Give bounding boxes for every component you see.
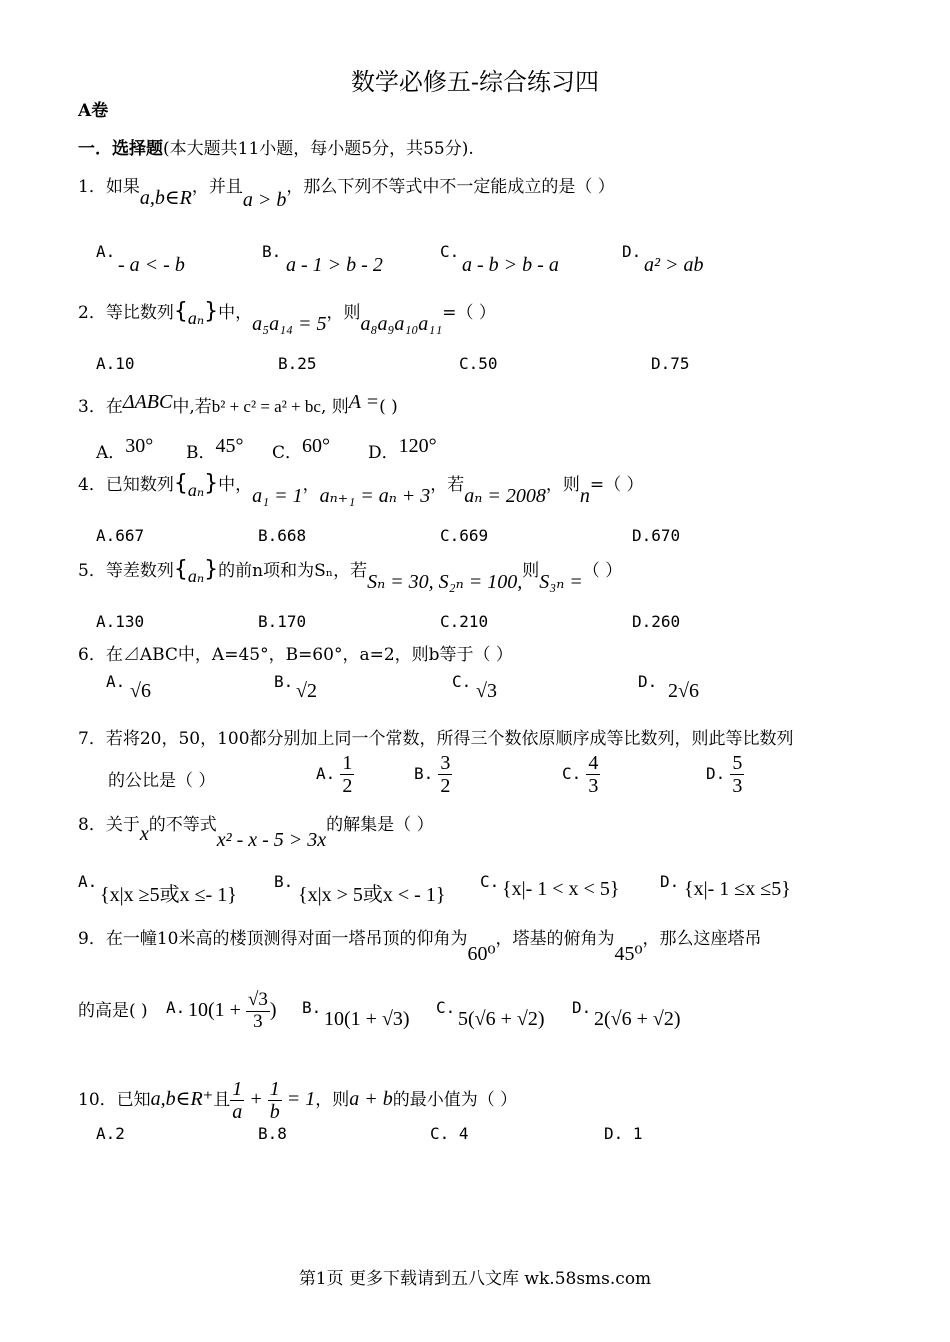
option-expression: √3	[476, 680, 497, 702]
option-4d	[632, 526, 680, 545]
math-expression: aₙ = 2008	[464, 485, 546, 507]
question-text: 的不等式	[148, 815, 217, 835]
question-text: ( )	[379, 397, 398, 417]
option-label: A.	[96, 612, 116, 631]
option-expression: 670	[651, 526, 681, 545]
right-brace: }	[204, 299, 219, 324]
option-expression: 2√6	[668, 680, 699, 702]
option-label: D．	[368, 443, 399, 463]
question-number: 7．	[78, 729, 106, 749]
option-label: A.	[106, 672, 126, 691]
fraction-numerator: 5	[732, 752, 743, 774]
question-6	[78, 640, 513, 665]
question-number: 10．	[78, 1090, 117, 1110]
option-label: A.	[96, 526, 116, 545]
question-text: =（ ）	[442, 303, 496, 323]
fraction	[268, 1078, 282, 1123]
option-fraction	[438, 752, 452, 797]
option-expression: a² > ab	[644, 254, 704, 276]
option-label: C.	[430, 1124, 450, 1143]
math-expression: x² - x - 5 > 3x	[216, 829, 327, 851]
option-10c	[430, 1124, 469, 1143]
option-label: C．	[272, 443, 303, 463]
math-expression: aₙ	[187, 566, 205, 586]
option-label: C.	[452, 672, 472, 691]
option-10d	[604, 1124, 643, 1143]
page-footer: 第1页 更多下载请到五八文库 wk.58sms.com	[298, 1269, 652, 1289]
option-expression: 5(√6 + √2)	[458, 1008, 545, 1030]
question-3	[78, 392, 398, 418]
question-5	[78, 556, 623, 593]
option-expression: 10	[115, 354, 135, 373]
option-10b	[258, 1124, 287, 1143]
fraction	[230, 1078, 244, 1123]
option-expression: 1	[632, 1124, 643, 1143]
option-expression: 210	[459, 612, 489, 631]
question-text: ，则	[315, 1090, 350, 1110]
question-text: ，那么下列不等式中不一定能成立的是（ ）	[286, 177, 615, 197]
question-text: , 则	[320, 397, 349, 417]
fraction-denominator: 2	[342, 775, 353, 797]
option-label: A.	[78, 872, 98, 891]
option-label: A.	[96, 354, 116, 373]
option-expression: 25	[297, 354, 317, 373]
option-5c	[440, 612, 488, 631]
question-number: 4．	[78, 475, 106, 495]
option-expression: 10(1 + √3)	[324, 1008, 410, 1030]
option-expression: √2	[296, 680, 317, 702]
question-4	[78, 470, 644, 507]
page-title: 数学必修五-综合练习四	[350, 68, 600, 96]
option-label: D.	[638, 672, 658, 691]
option-expression: a - b > b - a	[462, 254, 559, 276]
question-text: （ ）	[582, 561, 623, 581]
option-expression: {x|x ≥5或x ≤- 1}	[100, 884, 237, 906]
left-brace: {	[173, 557, 188, 582]
question-number: 2．	[78, 303, 106, 323]
option-label: B.	[258, 612, 278, 631]
option-expression: 667	[115, 526, 145, 545]
option-expression: 60°	[302, 435, 331, 457]
question-text: 在	[105, 397, 123, 417]
question-text: ，	[302, 475, 320, 495]
section-label: A卷	[78, 101, 109, 121]
question-9	[78, 924, 762, 965]
option-7c	[562, 752, 600, 797]
option-label: D.	[622, 242, 642, 261]
question-text: 若将20，50，100都分别加上同一个常数，所得三个数依原顺序成等比数列，则此等比数列	[105, 729, 794, 749]
option-label: C.	[440, 612, 460, 631]
math-expression: S₃ₙ =	[539, 571, 583, 593]
question-text: =（ ）	[589, 475, 644, 495]
fraction-numerator: 1	[232, 1078, 243, 1100]
question-text: 等差数列	[105, 561, 174, 581]
fraction-numerator: √3	[247, 989, 268, 1010]
math-expression: 45⁰	[614, 943, 643, 965]
option-2b	[278, 354, 317, 373]
option-5d	[632, 612, 680, 631]
question-text: ，塔基的俯角为	[495, 929, 615, 949]
part-heading-row	[78, 134, 474, 159]
option-expression: 75	[670, 354, 690, 373]
option-label: A．	[96, 443, 126, 463]
math-expression: aₙ	[187, 480, 205, 500]
option-expression: 130	[115, 612, 145, 631]
question-number: 3．	[78, 397, 106, 417]
option-expression: 260	[651, 612, 681, 631]
option-expression: a - 1 > b - 2	[286, 254, 383, 276]
right-brace: }	[204, 557, 219, 582]
question-text: 则	[522, 561, 540, 581]
option-label: D.	[660, 872, 680, 891]
fraction-denominator: a	[232, 1101, 243, 1123]
question-9-line2: 的高是( )	[78, 1001, 148, 1021]
fraction-denominator: b	[269, 1101, 280, 1123]
option-label: A.	[166, 998, 186, 1017]
math-expression: a,b∈R⁺	[150, 1088, 214, 1110]
option-5b	[258, 612, 306, 631]
option-label: D.	[651, 354, 671, 373]
option-expression: 50	[478, 354, 498, 373]
question-number: 8．	[78, 815, 106, 835]
question-2	[78, 298, 496, 335]
option-3b	[186, 435, 244, 464]
question-text: 且	[213, 1090, 231, 1110]
math-expression: a > b	[242, 189, 287, 211]
option-expression: {x|x > 5或x < - 1}	[298, 884, 446, 906]
math-expression: x	[139, 823, 149, 845]
question-7-line2: 的公比是（ ）	[108, 771, 216, 791]
question-text: 的最小值为（ ）	[392, 1090, 518, 1110]
math-expression: aₙ₊₁ = aₙ + 3	[319, 485, 431, 507]
option-4c	[440, 526, 488, 545]
math-expression: aₙ	[187, 308, 205, 328]
option-fraction	[586, 752, 600, 797]
part-heading: 一．选择题	[78, 139, 163, 159]
math-expression: a₈a₉a₁₀a₁₁	[360, 313, 443, 335]
question-10	[78, 1078, 517, 1123]
question-number: 6．	[78, 645, 106, 665]
right-brace: }	[204, 471, 219, 496]
option-label: C.	[562, 764, 582, 783]
option-label: A.	[316, 764, 336, 783]
math-expression: a + b	[349, 1088, 393, 1110]
option-3d	[368, 435, 437, 464]
math-expression: a₅a₁₄ = 5	[252, 313, 327, 335]
fraction-denominator: 3	[732, 775, 743, 797]
math-expression: a,b∈R	[139, 187, 192, 209]
fraction-numerator: 1	[342, 752, 353, 774]
option-expression: 4	[458, 1124, 469, 1143]
fraction-numerator: 3	[440, 752, 451, 774]
question-text: 关于	[105, 815, 140, 835]
question-1	[78, 172, 615, 211]
question-number: 5．	[78, 561, 106, 581]
question-text: 已知	[116, 1090, 151, 1110]
option-3a	[96, 435, 154, 464]
question-text: 在一幢10米高的楼顶测得对面一塔吊顶的仰角为	[105, 929, 468, 949]
option-expression: √6	[130, 680, 151, 702]
question-text: ，则	[545, 475, 580, 495]
fraction-numerator: 1	[269, 1078, 280, 1100]
question-text: 的前n项和为Sₙ，若	[218, 561, 368, 581]
option-expression: 170	[277, 612, 307, 631]
option-4b	[258, 526, 306, 545]
option-expression: 2	[115, 1124, 125, 1143]
option-label: C.	[440, 242, 460, 261]
question-text: 中，	[218, 303, 253, 323]
option-7b	[414, 752, 452, 797]
math-expression: ΔABC	[122, 391, 173, 413]
option-expression: - a < - b	[118, 254, 185, 276]
option-fraction	[730, 752, 744, 797]
question-text: ，并且	[191, 177, 243, 197]
option-7d	[706, 752, 744, 797]
option-label: B.	[274, 872, 294, 891]
math-expression: Sₙ = 30, S₂ₙ = 100,	[367, 571, 523, 593]
question-7	[78, 724, 794, 749]
option-label: A.	[96, 242, 116, 261]
math-expression: 60⁰	[467, 943, 496, 965]
question-number: 9．	[78, 929, 106, 949]
question-text: 中，	[218, 475, 253, 495]
question-text: 等比数列	[105, 303, 174, 323]
option-9a-expression: 10(1 + $\frac{√3}{3}$ )	[188, 989, 277, 1032]
option-5a	[96, 612, 144, 631]
option-label: D.	[706, 764, 726, 783]
question-text: ，若	[430, 475, 465, 495]
option-label: C.	[436, 998, 456, 1017]
option-label: D.	[604, 1124, 624, 1143]
option-label: D.	[632, 526, 652, 545]
option-label: C.	[480, 872, 500, 891]
math-expression: a₁ = 1	[252, 485, 303, 507]
option-fraction	[246, 990, 270, 1033]
question-8	[78, 810, 434, 851]
option-label: D.	[632, 612, 652, 631]
math-fraction-sum: $\frac{1}{a}$ + $\frac{1}{b}$ = 1	[232, 1078, 316, 1123]
option-4a	[96, 526, 144, 545]
option-expression: {x|- 1 < x < 5}	[502, 878, 620, 900]
option-label: C.	[459, 354, 479, 373]
option-expression: 30°	[125, 435, 154, 457]
option-label: B.	[262, 242, 282, 261]
option-label: B.	[274, 672, 294, 691]
option-expression: 45°	[215, 435, 244, 457]
option-label: D.	[572, 998, 592, 1017]
fraction-denominator: 3	[588, 775, 599, 797]
math-expression: A =	[348, 391, 380, 413]
question-text: 在⊿ABC中，A=45°，B=60°，a=2，则b等于（ ）	[105, 645, 513, 665]
option-label: B．	[186, 443, 216, 463]
question-text: ，则	[326, 303, 361, 323]
option-label: B.	[278, 354, 298, 373]
math-expression: n	[579, 485, 590, 507]
option-10a	[96, 1124, 125, 1143]
question-text: 中,若	[172, 397, 212, 417]
option-3c	[272, 435, 331, 464]
option-label: B.	[302, 998, 322, 1017]
question-text: ，那么这座塔吊	[642, 929, 762, 949]
option-expression: 120°	[398, 435, 437, 457]
option-fraction	[340, 752, 354, 797]
option-expression: 669	[459, 526, 489, 545]
fraction-denominator: 3	[253, 1010, 263, 1032]
part-note: (本大题共11小题，每小题5分，共55分).	[163, 139, 474, 159]
left-brace: {	[173, 299, 188, 324]
option-2a	[96, 354, 135, 373]
option-label: B.	[258, 1124, 278, 1143]
fraction-numerator: 4	[588, 752, 599, 774]
question-text: 已知数列	[105, 475, 174, 495]
option-label: B.	[258, 526, 278, 545]
option-expression: {x|- 1 ≤x ≤5}	[684, 878, 791, 900]
question-text: 的解集是（ ）	[326, 815, 434, 835]
option-2c	[459, 354, 498, 373]
option-expression: 2(√6 + √2)	[594, 1008, 681, 1030]
math-expression: b² + c² = a² + bc	[211, 397, 321, 416]
option-label: C.	[440, 526, 460, 545]
option-expression: 8	[277, 1124, 287, 1143]
option-2d	[651, 354, 690, 373]
question-number: 1．	[78, 177, 106, 197]
option-label: A.	[96, 1124, 116, 1143]
option-7a	[316, 752, 354, 797]
left-brace: {	[173, 471, 188, 496]
option-label: B.	[414, 764, 434, 783]
fraction-denominator: 2	[440, 775, 451, 797]
question-text: 如果	[105, 177, 140, 197]
option-expression: 668	[277, 526, 307, 545]
